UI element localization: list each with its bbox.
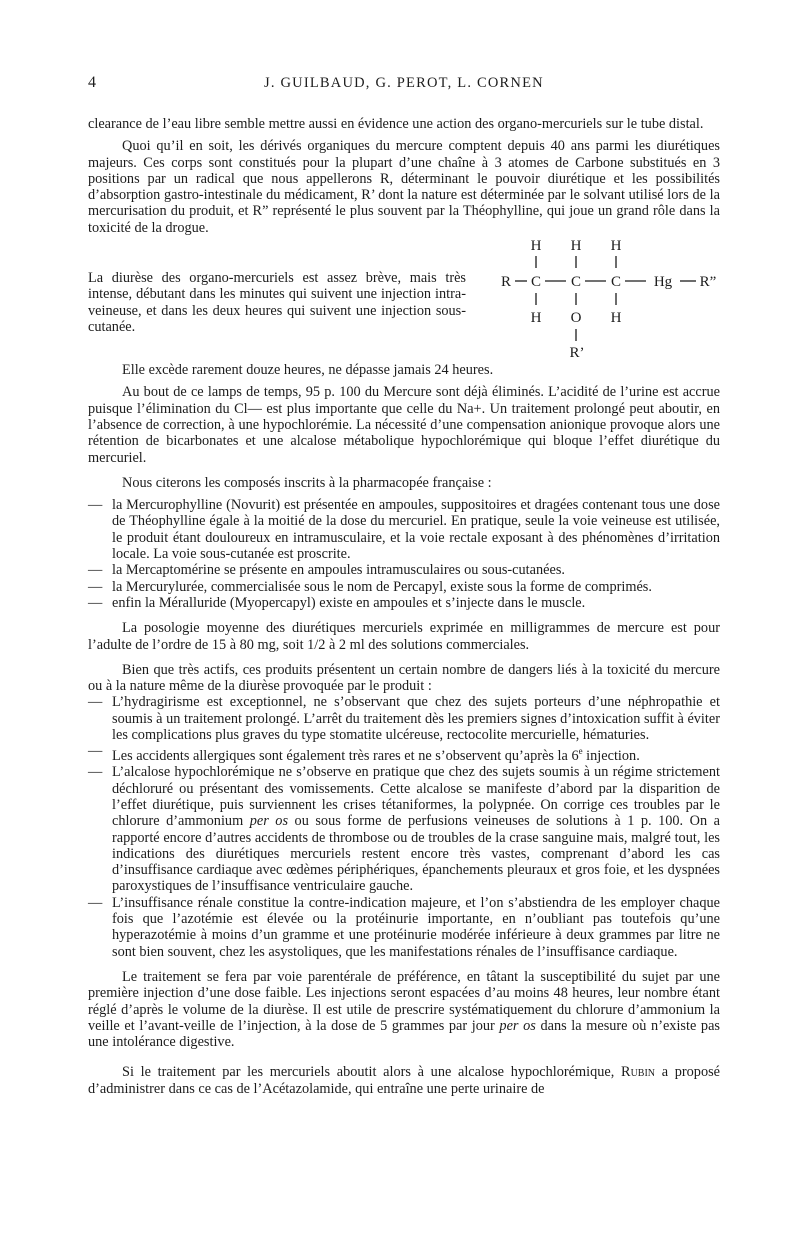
dash-marker: — [88, 578, 103, 595]
superscript: e [578, 746, 583, 757]
formula-c2: C [570, 274, 582, 291]
list-item-text-end: injection. [582, 748, 640, 765]
dash-marker: — [88, 764, 103, 781]
list-item-text: la Mercaptomérine se présente en ampoules intramusculaires ou sous-cutanées. [112, 562, 565, 579]
italic-term: per os [249, 813, 289, 830]
dash-marker: — [88, 743, 103, 760]
list-item [88, 562, 720, 578]
paragraph [88, 969, 720, 1050]
formula-bottom-h1: H [530, 310, 542, 327]
dash-marker: — [88, 497, 103, 514]
formula-r-prime: R’ [569, 345, 585, 362]
author-name: Rubin [621, 1064, 656, 1081]
page-number: 4 [88, 74, 98, 91]
article-body [88, 116, 720, 1097]
paragraph: Au bout de ce lamps de temps, 95 p. 100 du Mercure sont déjà éliminés. L’acidité de l’urine est accrue puisque l’élimination du Cl— est plus importante que celle du Na+. Un traitement prolongé peut aboutir, en l’absence de correction, à une hypochlorémie. La nécessité d’une compensation anionique provoque alors une rétention de bicarbonates et une alcalose métabolique hypochlorémique qui bloque l’effet diurétique du mercuriel. [88, 384, 720, 466]
dash-marker: — [88, 594, 103, 611]
list-item-text: L’alcalose hypochlorémique ne s’observe en pratique que chez des sujets soumis à un régime strictement déchloruré ou présentant des vomissements. Cette alcalose se manifeste d’abord par la disparition de l’effet diurétique, puis surviennent les crises tétaniformes, la polypnée. On corrige ces troubles par le chlorure d’ammonium [112, 764, 720, 830]
italic-term: per os [499, 1017, 536, 1034]
paragraph: Nous citerons les composés inscrits à la pharmacopée française : [122, 474, 492, 491]
paragraph-text: Le traitement se fera par voie parentérale de préférence, en tâtant la susceptibilité du sujet par une première injection d’une dose faible. Les injections seront espacées d’au moins 48 heures, leur nombre étant réglé d’après le volume de la diurèse. Il est utile de prescrire systématiquement du chlorure d’ammonium la veille et l’avant-veille de l’injection, à la dose de 5 grammes par jour [88, 968, 720, 1034]
header-authors: J. GUILBAUD, G. PEROT, L. CORNEN [264, 75, 544, 91]
list-item [88, 895, 720, 960]
formula-c1: C [530, 274, 542, 291]
paragraph: clearance de l’eau libre semble mettre aussi en évidence une action des organo-mercuriels sur le tube distal. [88, 116, 704, 132]
formula-bottom-h3: H [610, 310, 622, 327]
formula-hg: Hg [653, 274, 673, 291]
list-item [88, 764, 720, 894]
dangers-list [88, 694, 720, 960]
list-item-text: L’hydragirisme est exceptionnel, ne s’observant que chez des sujets porteurs d’une néphropathie et soumis à un traitement prolongé. L’arrêt du traitement dès les premiers signes d’intoxication suffit à éviter les complications plus graves du type stomatite ulcéreuse, rectocolite mercurielle, hématuries. [112, 694, 720, 744]
formula-top-h1: H [530, 238, 542, 255]
formula-r: R [500, 274, 512, 291]
paragraph: Quoi qu’il en soit, les dérivés organiques du mercure comptent depuis 40 ans parmi les diurétiques majeurs. Ces corps sont constitués pour la plupart d’une chaîne à 3 atomes de Carbone substitués en 3 positions par un radical que nous appellerons R, déterminant le pouvoir diurétique et les possibilités d’absorption gastro-intestinale du médicament, R’ dont la nature est déterminée par le solvant utilisé lors de la mercurisation du produit, et R” représenté le plus souvent par la Théophylline, qui joue un grand rôle dans la toxicité de la drogue. [88, 138, 720, 236]
list-item-text: Les accidents allergiques sont également très rares et ne s’observent qu’après la 6 [112, 748, 579, 765]
paragraph-text-end: dans la mesure où n’existe pas une intolérance digestive. [88, 1017, 720, 1051]
formula-bottom-o: O [570, 310, 582, 327]
paragraph: La diurèse des organo-mercuriels est assez brève, mais très intense, débutant dans les minutes qui suivent une injection intra-veineuse, et dans les deux heures qui suivent une injection sous-cutanée. [88, 270, 466, 335]
list-item [88, 579, 720, 595]
paragraph: Elle excède rarement douze heures, ne dépasse jamais 24 heures. [122, 362, 494, 379]
list-item-text: la Mercurophylline (Novurit) est présentée en ampoules, suppositoires et dragées contenant tous une dose de Théophylline égale à la moitié de la dose du mercuriel. En pratique, seule la voie veineuse est utilisée, le produit étant douloureux en intramusculaire, et la voie rectale exposant à des phénomènes d’irritation locale. La voie sous-cutanée est proscrite. [112, 497, 720, 563]
list-item [88, 497, 720, 562]
formula-top-h3: H [610, 238, 622, 255]
list-item [88, 595, 720, 611]
dash-marker: — [88, 562, 103, 579]
list-item-text-end: ou sous forme de perfusions veineuses de solutions à 1 p. 100. On a rapporté encore d’autres accidents de thrombose ou de troubles de la crase sanguine mais, malgré tout, les indications des diurétiques mercuriels restent encore très vastes, comprenant d’abord les cas d’insuffisance cardiaque avec œdèmes périphériques, épanchements pleuraux et gros foie, et les dyspnées paroxystiques de l’insuffisance ventriculaire gauche. [112, 813, 720, 895]
pharmacopoeia-list [88, 497, 720, 611]
formula-r-double-prime: R” [699, 274, 717, 291]
running-header [88, 74, 720, 98]
paragraph: La posologie moyenne des diurétiques mercuriels exprimée en milligrammes de mercure est pour l’adulte de l’ordre de 15 à 80 mg, soit 1/2 à 2 ml des solutions commerciales. [88, 620, 720, 653]
formula-section [88, 236, 720, 362]
list-item [88, 694, 720, 743]
paragraph-text-end: a proposé d’administrer dans ce cas de l’Acétazolamide, qui entraîne une perte urinaire de [88, 1064, 720, 1097]
dash-marker: — [88, 894, 103, 911]
paragraph-text: Si le traitement par les mercuriels aboutit alors à une alcalose hypochlorémique, [122, 1064, 615, 1081]
paragraph: Bien que très actifs, ces produits présentent un certain nombre de dangers liés à la toxicité du mercure ou à la nature même de la diurèse provoquée par le produit : [88, 661, 720, 695]
dash-marker: — [88, 694, 103, 711]
list-item-text: la Mercurylurée, commercialisée sous le nom de Percapyl, existe sous la forme de comprimés. [112, 578, 652, 595]
formula-top-h2: H [570, 238, 582, 255]
list-item-text: L’insuffisance rénale constitue la contre-indication majeure, et l’on s’abstiendra de les employer chaque fois que l’azotémie est élevée ou la protéinurie importante, en n’oubliant pas toutefois qu’une hyperazotémie à moins d’un gramme et une protéinurie modérée inférieure à deux grammes par litre ne sont bien souvent, chez les asystoliques, que les manifestations rénales de l’insuffisance cardiaque. [112, 894, 720, 960]
list-item [88, 743, 720, 764]
organomercurial-structure-formula [88, 236, 720, 362]
formula-c3: C [610, 274, 622, 291]
paragraph [88, 1064, 720, 1097]
list-item-text: enfin la Méralluride (Myopercapyl) existe en ampoules et s’injecte dans le muscle. [112, 594, 586, 611]
